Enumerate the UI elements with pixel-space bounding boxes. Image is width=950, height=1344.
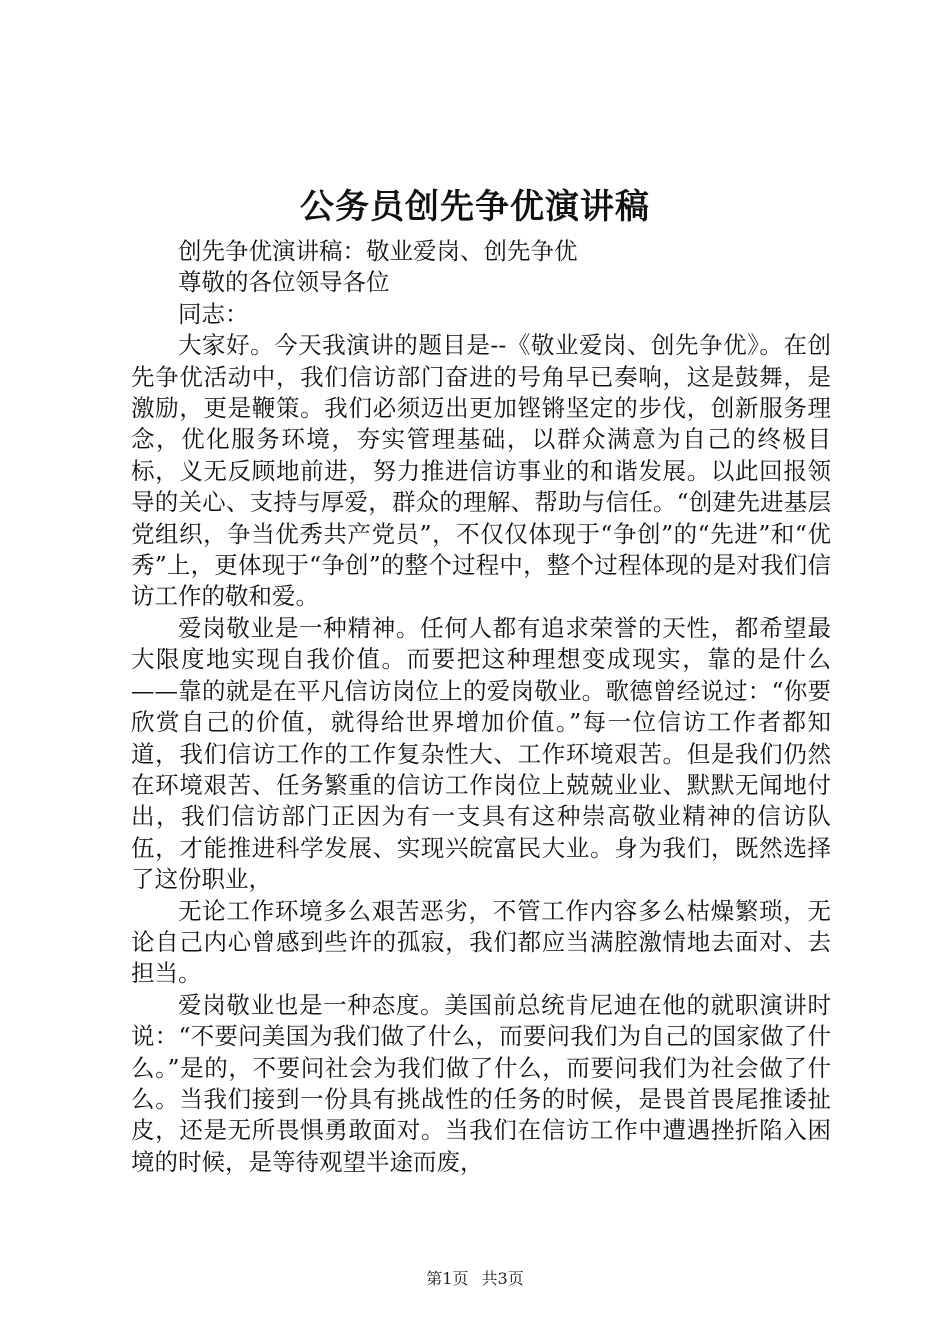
page-number: 第1页	[426, 1269, 469, 1288]
paragraph-spirit: 爱岗敬业是一种精神。任何人都有追求荣誉的天性，都希望最大限度地实现自我价值。而要把这种理想变成现实，靠的是什么——靠的就是在平凡信访岗位上的爱岗敬业。歌德曾经说过：“你要欣赏自己的价值，就得给世界增加价值。”每一位信访工作者都知道，我们信访工作的工作复杂性大、工作环境艰苦。但是我们仍然在环境艰苦、任务繁重的信访工作岗位上兢兢业业、默默无闻地付出，我们信访部门正因为有一支具有这种崇高敬业精神的信访队伍，才能推进科学发展、实现兴皖富民大业。身为我们，既然选择了这份职业，	[131, 613, 831, 894]
page-total: 共3页	[481, 1269, 524, 1288]
page-footer	[0, 1269, 950, 1289]
document-title: 公务员创先争优演讲稿	[300, 187, 650, 227]
document-body	[131, 236, 831, 1178]
paragraph-salutation-continued: 同志：	[178, 299, 249, 328]
paragraph-commitment: 无论工作环境多么艰苦恶劣，不管工作内容多么枯燥繁琐，无论自己内心曾感到些许的孤寂，我们都应当满腔激情地去面对、去担当。	[131, 896, 831, 988]
paragraph-intro: 大家好。今天我演讲的题目是--《敬业爱岗、创先争优》。在创先争优活动中，我们信访部门奋进的号角早已奏响，这是鼓舞，是激励，更是鞭策。我们必须迈出更加铿锵坚定的步伐，创新服务理念，优化服务环境，夯实管理基础，以群众满意为自己的终极目标，义无反顾地前进，努力推进信访事业的和谐发展。以此回报领导的关心、支持与厚爱，群众的理解、帮助与信任。“创建先进基层党组织，争当优秀共产党员”，不仅仅体现于“争创”的“先进”和“优秀”上，更体现于“争创”的整个过程中，整个过程体现的是对我们信访工作的敬和爱。	[131, 331, 831, 611]
paragraph-salutation: 尊敬的各位领导各位	[178, 268, 390, 297]
paragraph-subtitle: 创先争优演讲稿：敬业爱岗、创先争优	[178, 237, 578, 265]
paragraph-attitude: 爱岗敬业也是一种态度。美国前总统肯尼迪在他的就职演讲时说：“不要问美国为我们做了什么，而要问我们为自己的国家做了什么。”是的，不要问社会为我们做了什么，而要问我们为社会做了什么。当我们接到一份具有挑战性的任务的时候，是畏首畏尾推诿扯皮，还是无所畏惧勇敢面对。当我们在信访工作中遭遇挫折陷入困境的时候，是等待观望半途而废，	[131, 990, 831, 1176]
